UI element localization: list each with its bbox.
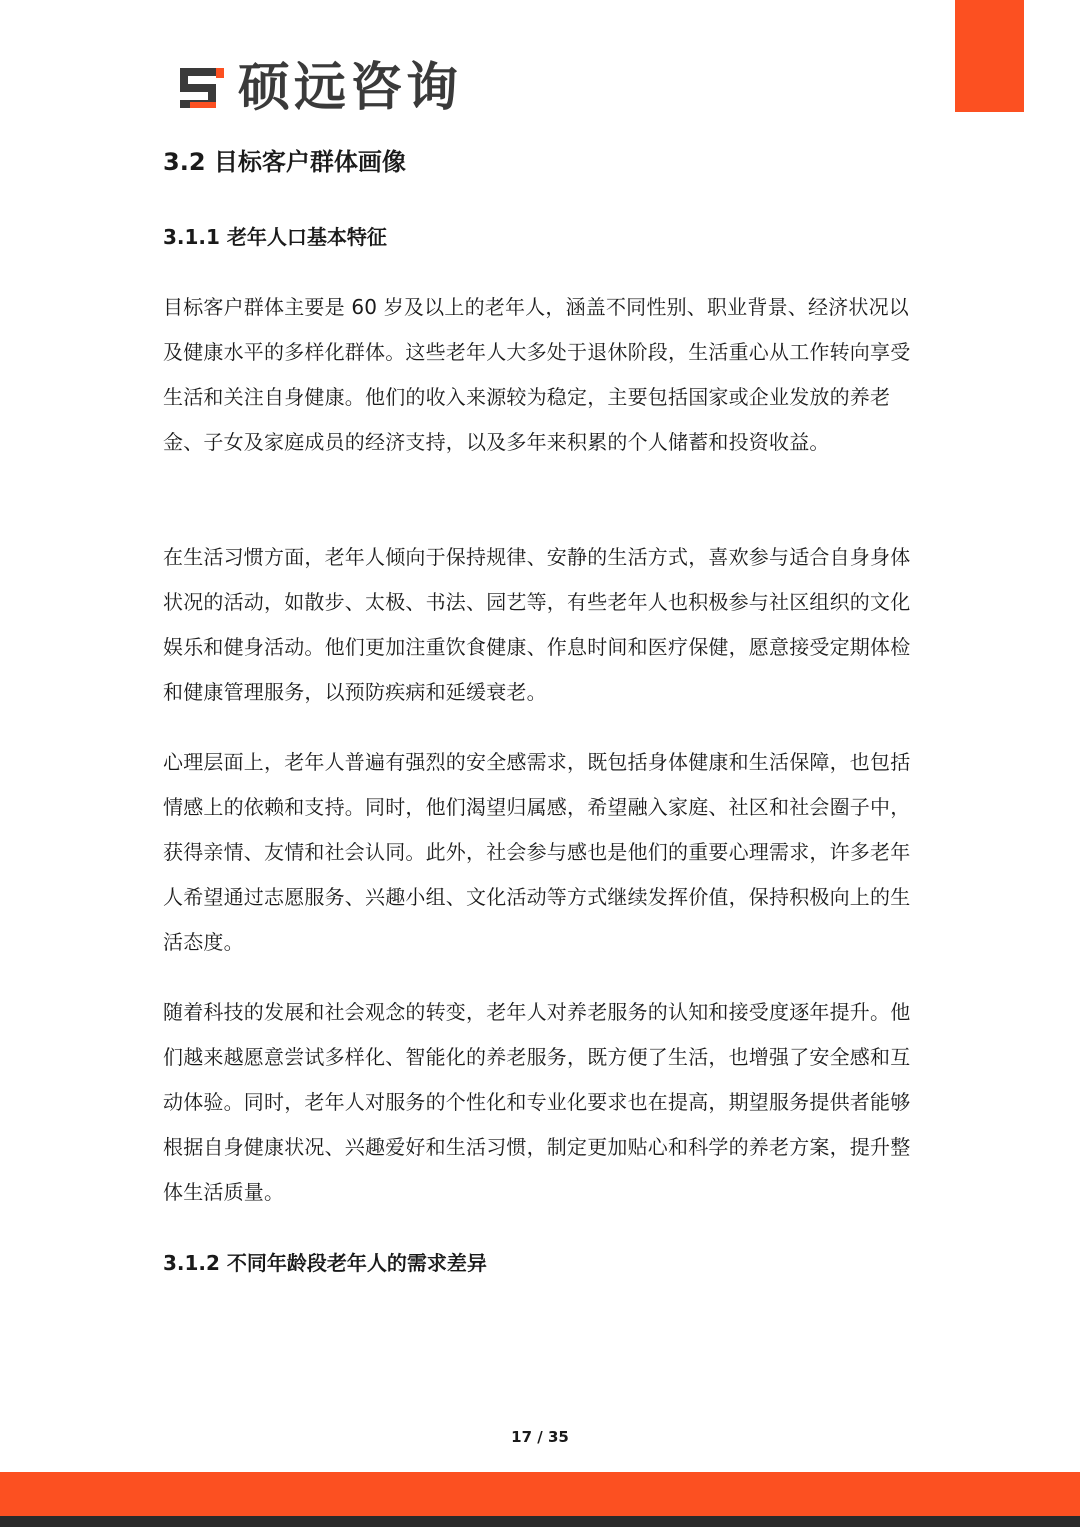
page-number: 17 / 35 bbox=[511, 1428, 569, 1446]
section-title: 3.2 目标客户群体画像 bbox=[163, 148, 406, 176]
footer-dark-strip bbox=[0, 1516, 1080, 1527]
s-logo-icon bbox=[176, 64, 228, 112]
paragraph-3: 心理层面上，老年人普遍有强烈的安全感需求，既包括身体健康和生活保障，也包括情感上的依赖和支持。同时，他们渴望归属感，希望融入家庭、社区和社会圈子中，获得亲情、友情和社会认同。此外，社会参与感也是他们的重要心理需求，许多老年人希望通过志愿服务、兴趣小组、文化活动等方式继续发挥价值，保持积极向上的生活态度。 bbox=[163, 750, 911, 954]
paragraph-1: 目标客户群体主要是 60 岁及以上的老年人，涵盖不同性别、职业背景、经济状况以及健康水平的多样化群体。这些老年人大多处于退休阶段，生活重心从工作转向享受生活和关注自身健康。他们的收入来源较为稳定，主要包括国家或企业发放的养老金、子女及家庭成员的经济支持，以及多年来积累的个人储蓄和投资收益。 bbox=[163, 295, 911, 454]
brand-name: 硕远咨询 bbox=[238, 58, 463, 118]
header-accent-block bbox=[955, 0, 1024, 112]
paragraph-2: 在生活习惯方面，老年人倾向于保持规律、安静的生活方式，喜欢参与适合自身身体状况的活动，如散步、太极、书法、园艺等，有些老年人也积极参与社区组织的文化娱乐和健身活动。他们更加注重饮食健康、作息时间和医疗保健，愿意接受定期体检和健康管理服务，以预防疾病和延缓衰老。 bbox=[163, 545, 911, 704]
brand-logo bbox=[176, 60, 462, 116]
footer-accent-bar bbox=[0, 1472, 1080, 1516]
paragraph-4: 随着科技的发展和社会观念的转变，老年人对养老服务的认知和接受度逐年提升。他们越来越愿意尝试多样化、智能化的养老服务，既方便了生活，也增强了安全感和互动体验。同时，老年人对服务的个性化和专业化要求也在提高，期望服务提供者能够根据自身健康状况、兴趣爱好和生活习惯，制定更加贴心和科学的养老方案，提升整体生活质量。 bbox=[163, 1000, 911, 1204]
subsection-title-1: 3.1.1 老年人口基本特征 bbox=[163, 225, 387, 249]
subsection-title-2: 3.1.2 不同年龄段老年人的需求差异 bbox=[163, 1251, 487, 1275]
